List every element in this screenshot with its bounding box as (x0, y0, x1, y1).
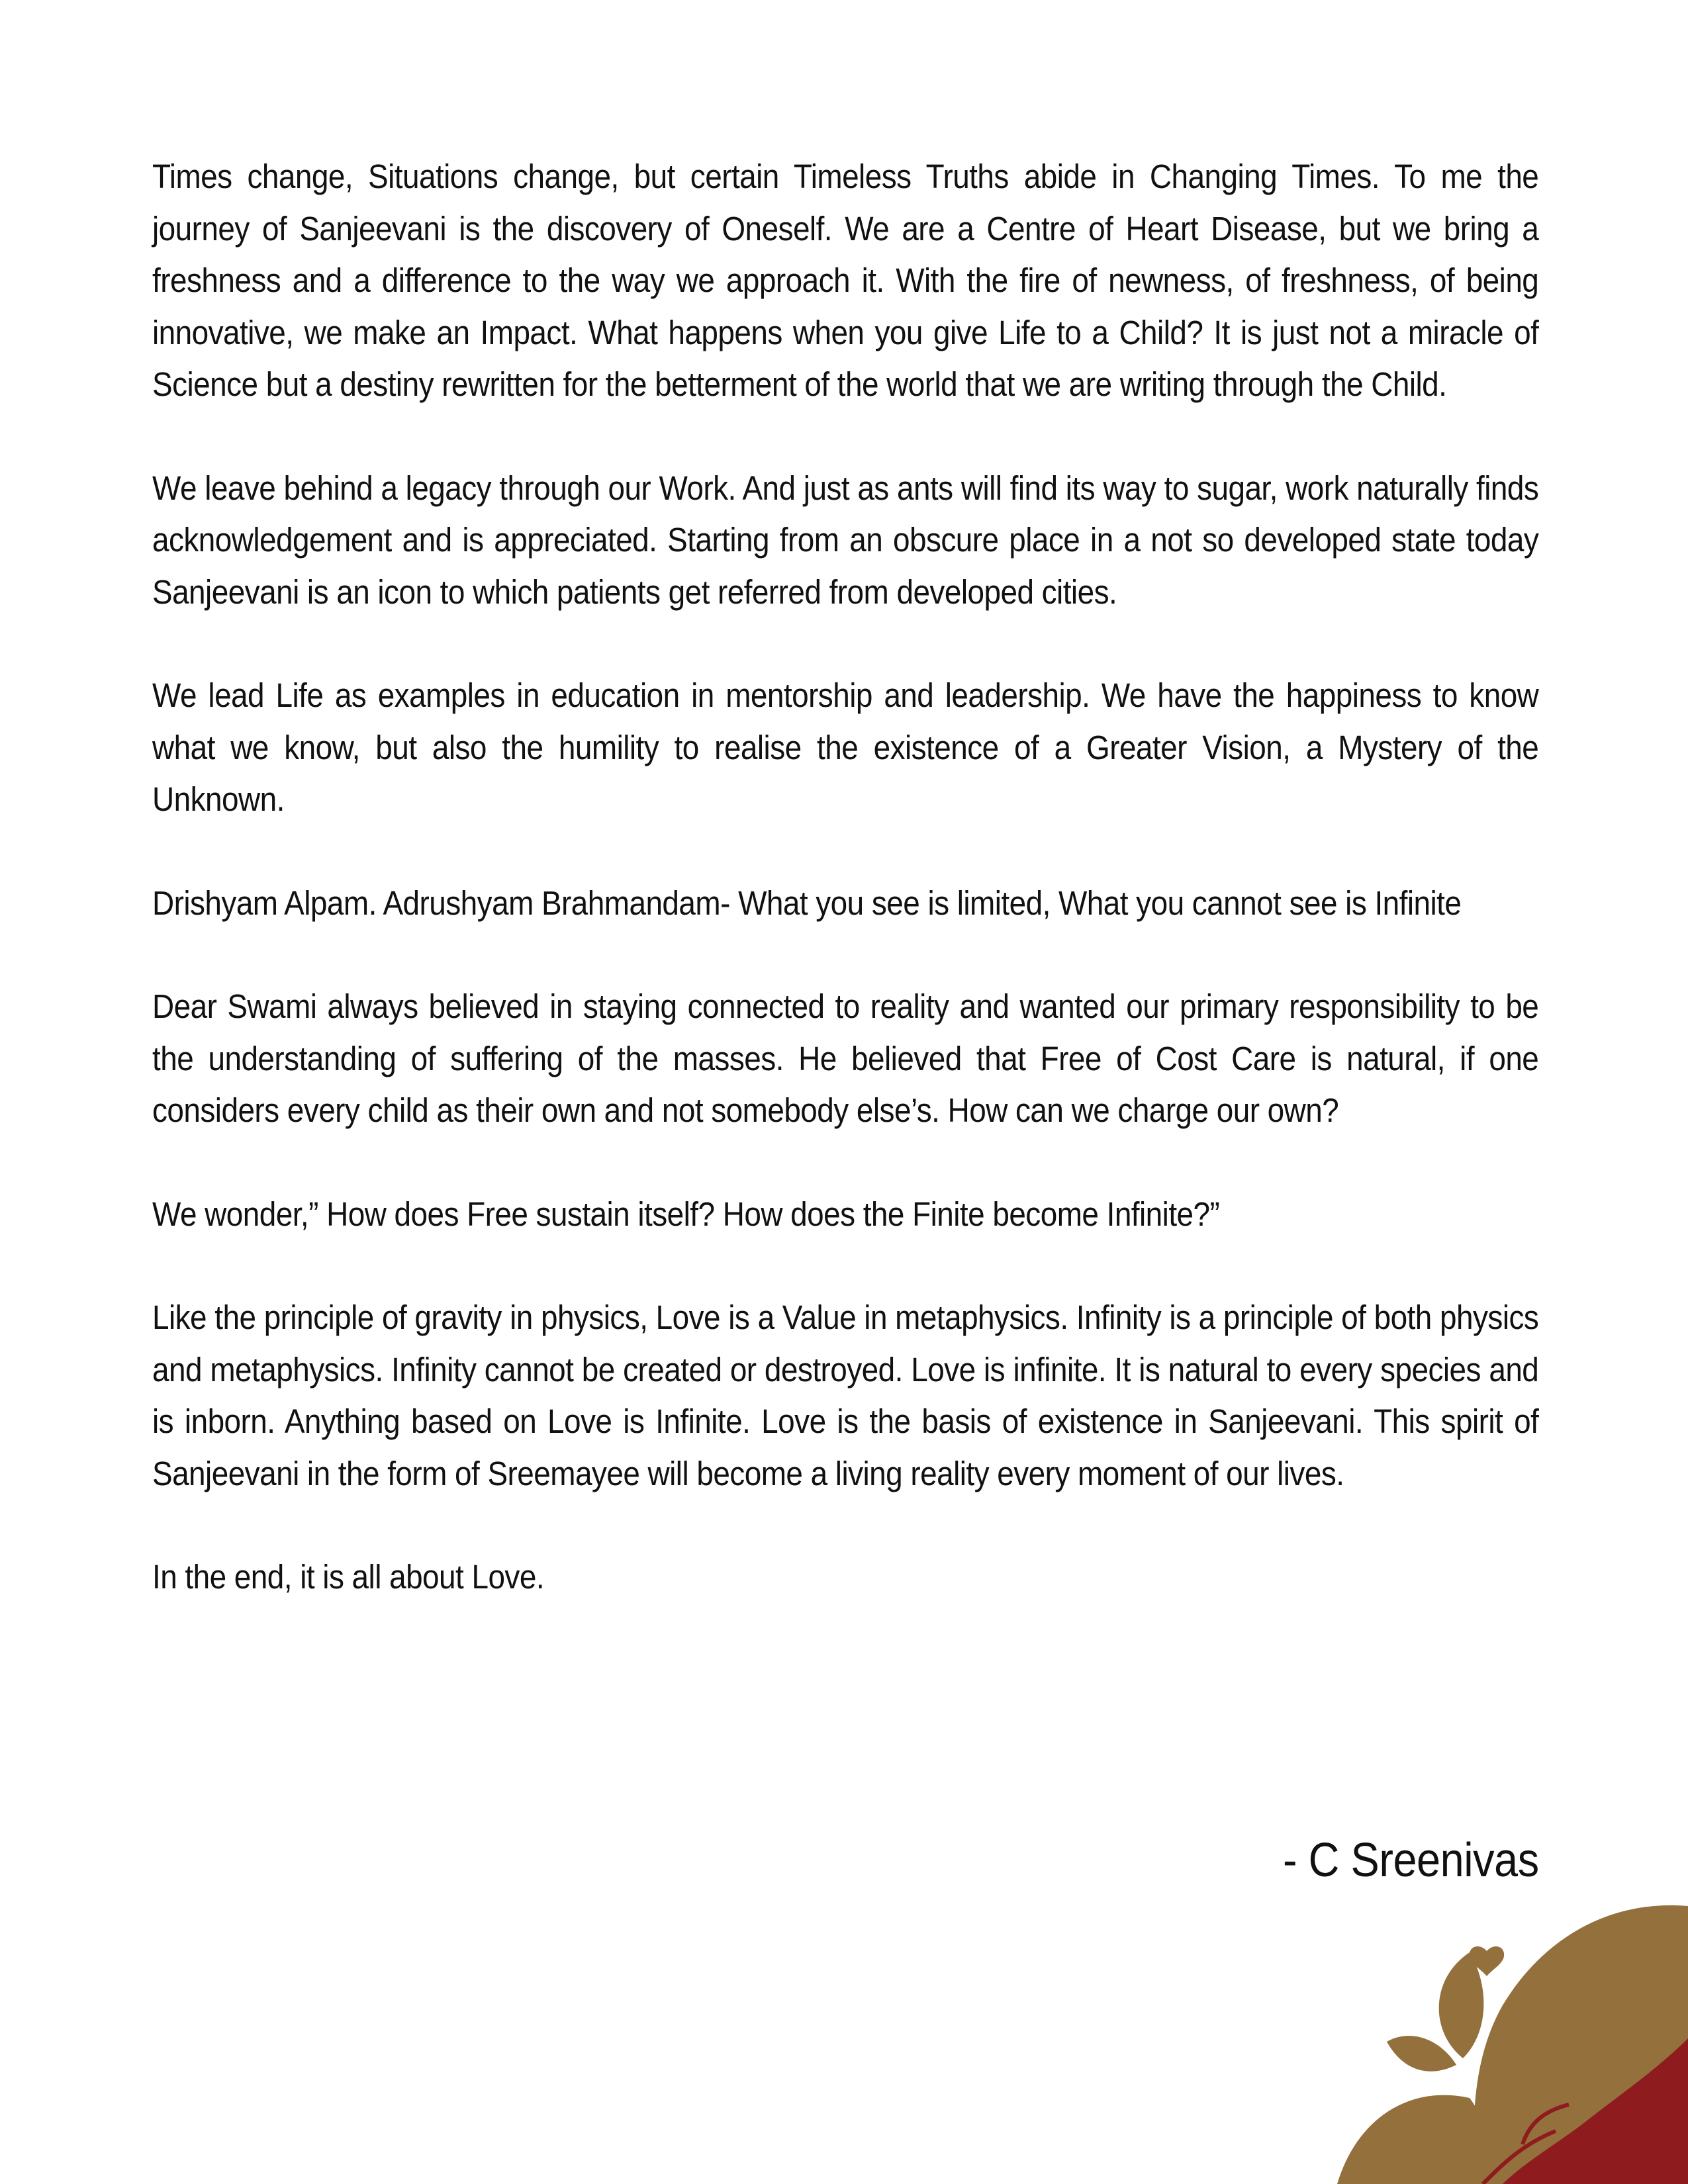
paragraph-timeless-truths: Times change, Situations change, but certain Timeless Truths abide in Changing Times. To me the journey of Sanjeevani is the discovery of Oneself. We are a Centre of Heart Disease, but we bring a freshness and a difference to the way we approach it. With the fire of newness, of freshness, of being innovative, we make an Impact. What happens when you give Life to a Child? It is just not a miracle of Science but a destiny rewritten for the betterment of the world that we are writing through the Child. (152, 158, 1539, 403)
paragraph-legacy: We leave behind a legacy through our Work. And just as ants will find its way to sugar, work naturally finds acknowledgement and is appreciated. Starting from an obscure place in a not so developed state today Sanjeevani is an icon to which patients get referred from developed cities. (152, 469, 1539, 611)
signature: - C Sreenivas (1283, 1834, 1539, 1887)
paragraph-we-wonder: We wonder,” How does Free sustain itself? How does the Finite become Infinite?” (152, 1195, 1220, 1233)
bottom-petal-shape (1337, 2095, 1492, 2184)
paragraph-principle-of-love: Like the principle of gravity in physics, Love is a Value in metaphysics. Infinity is a principle of both physics and metaphysics. Infinity cannot be created or destroyed. Love is infinite. It is natural to every species and is inborn. Anything based on Love is Infinite. Love is the basis of existence in Sanjeevani. This spirit of Sanjeevani in the form of Sreemayee will become a living reality every moment of our lives. (152, 1298, 1539, 1492)
paragraph-drishyam: Drishyam Alpam. Adrushyam Brahmandam- What you see is limited, What you cannot see is Infinite (152, 884, 1462, 922)
paragraph-dear-swami: Dear Swami always believed in staying connected to reality and wanted our primary responsibility to be the understanding of suffering of the masses. He believed that Free of Cost Care is natural, if one considers every child as their own and not somebody else’s. How can we charge our own? (152, 987, 1539, 1129)
tall-leaf-shape (1439, 1952, 1484, 2058)
paragraph-lead-life: We lead Life as examples in education in mentorship and leadership. We have the happiness to know what we know, but also the humility to realise the existence of a Greater Vision, a Mystery of the Unknown. (152, 676, 1539, 818)
paragraph-all-about-love: In the end, it is all about Love. (152, 1558, 545, 1596)
small-leaf-shape (1387, 2036, 1456, 2071)
leaf-heart-ornament-icon (1211, 1899, 1688, 2184)
letter-body (152, 151, 1538, 1655)
